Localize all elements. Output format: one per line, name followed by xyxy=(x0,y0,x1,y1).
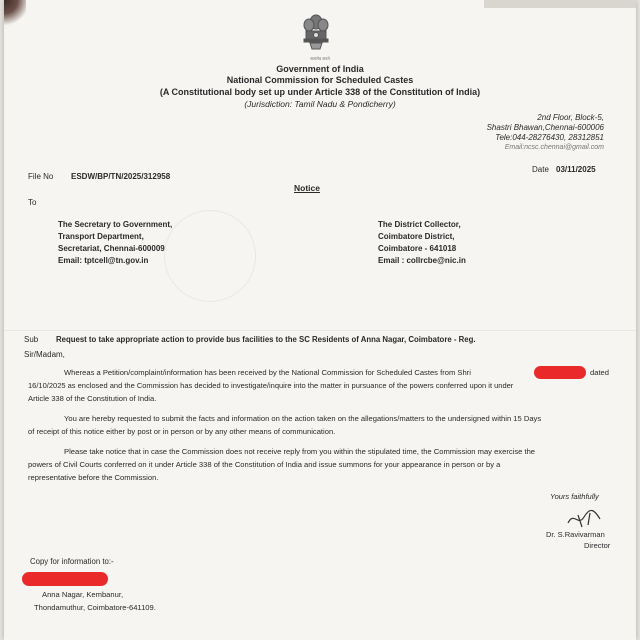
para3-line3: representative before the Commission. xyxy=(28,473,159,482)
para1-line1: Whereas a Petition/complaint/information has been received by the National Commission for Scheduled Castes from Shri xyxy=(64,368,471,377)
notice-title: Notice xyxy=(294,183,320,193)
para3-line2: powers of Civil Courts conferred on it under Article 338 of the Constitution of India and issue summons for your appearance in person or by a xyxy=(28,460,501,469)
para1-line3: Article 338 of the Constitution of India. xyxy=(28,394,157,403)
recipient2-email: Email : collrcbe@nic.in xyxy=(378,256,466,265)
copy-address-line1: Anna Nagar, Kembanur, xyxy=(42,590,124,599)
para2-line1: You are hereby requested to submit the facts and information on the action taken on the allegations/matters to the undersigned within 15 Days xyxy=(64,414,542,423)
emblem-motto: सत्यमेव जयते xyxy=(310,56,330,61)
faint-stamp xyxy=(164,210,256,302)
header-government: Government of India xyxy=(276,64,364,74)
state-emblem-icon xyxy=(300,12,332,60)
document-page xyxy=(4,0,636,640)
page-edge xyxy=(484,0,636,8)
address-email: Email:ncsc.chennai@gmail.com xyxy=(504,144,604,151)
recipient1-email: Email: tptcell@tn.gov.in xyxy=(58,256,149,265)
copy-label: Copy for information to:- xyxy=(30,557,114,566)
yours-faithfully: Yours faithfully xyxy=(550,492,599,501)
date-label: Date xyxy=(532,165,549,174)
subject-text: Request to take appropriate action to provide bus facilities to the SC Residents of Anna Nagar, Coimbatore - Reg. xyxy=(56,335,476,344)
signature xyxy=(564,505,604,531)
para1-line2: 16/10/2025 as enclosed and the Commission has decided to investigate/inquire into the matter in pursuance of the powers conferred upon it under xyxy=(28,381,514,390)
para1-dated: dated xyxy=(590,368,610,377)
recipient2-address: Coimbatore - 641018 xyxy=(378,244,457,253)
recipient1-title: The Secretary to Government, xyxy=(58,220,173,229)
file-number: ESDW/BP/TN/2025/312958 xyxy=(71,172,171,181)
recipient2-title: The District Collector, xyxy=(378,220,461,229)
address-building: Shastri Bhawan,Chennai-600006 xyxy=(486,123,604,132)
header-jurisdiction: (Jurisdiction: Tamil Nadu & Pondicherry) xyxy=(244,99,396,109)
redaction-mark xyxy=(534,366,586,379)
recipient1-address: Secretariat, Chennai-600009 xyxy=(58,244,165,253)
photo-shadow xyxy=(4,0,26,26)
header-commission: National Commission for Scheduled Castes xyxy=(226,75,414,85)
recipient2-district: Coimbatore District, xyxy=(378,232,455,241)
recipient1-department: Transport Department, xyxy=(58,232,144,241)
signatory-name: Dr. S.Ravivarman xyxy=(546,530,605,539)
file-number-label: File No xyxy=(28,172,54,181)
para2-line2: of receipt of this notice either by post or in person or by any other means of communication. xyxy=(28,427,336,436)
signatory-designation: Director xyxy=(584,541,611,550)
address-floor: 2nd Floor, Block-5, xyxy=(537,113,604,122)
date-value: 03/11/2025 xyxy=(556,165,596,174)
address-telephone: Tele:044-28276430, 28312851 xyxy=(495,133,604,142)
subject-label: Sub xyxy=(24,335,39,344)
salutation: Sir/Madam, xyxy=(24,350,65,359)
header-constitutional-body: (A Constitutional body set up under Article 338 of the Constitution of India) xyxy=(159,87,481,97)
to-label: To xyxy=(28,198,37,207)
para3-line1: Please take notice that in case the Commission does not receive reply from you within the stipulated time, the Commission may exercise the xyxy=(64,447,536,456)
fold-line xyxy=(4,330,636,331)
redaction-mark xyxy=(22,572,108,586)
copy-address-line2: Thondamuthur, Coimbatore-641109. xyxy=(34,603,156,612)
